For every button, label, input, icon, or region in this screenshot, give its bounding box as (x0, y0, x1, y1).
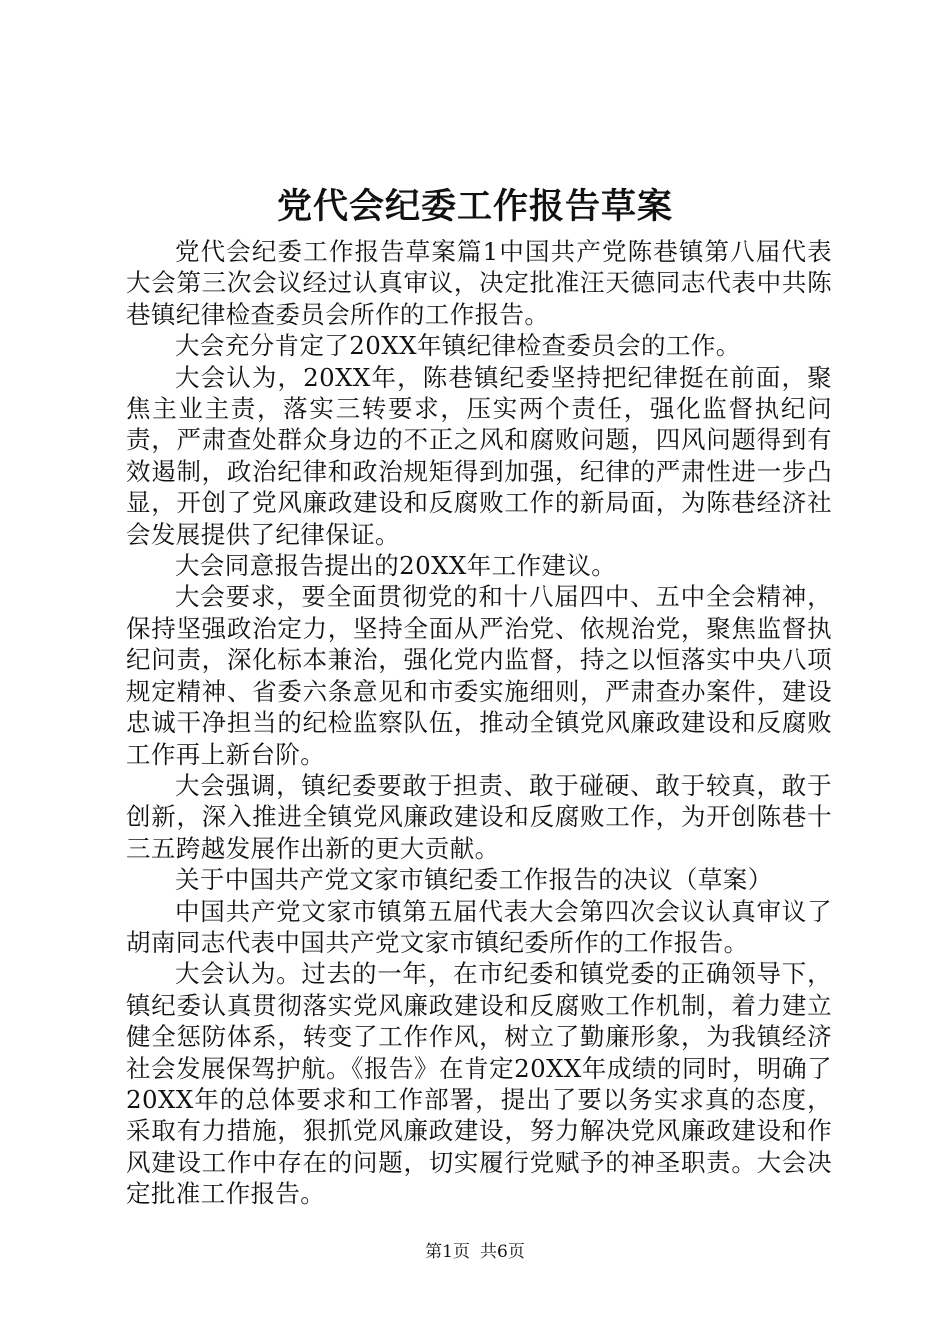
paragraph-5: 大会要求，要全面贯彻党的和十八届四中、五中全会精神，保持坚强政治定力，坚持全面从严治党、依规治党，聚焦监督执纪问责，深化标本兼治，强化党内监督，持之以恒落实中央八项规定精神、省委六条意见和市委实施细则，严肃查办案件，建设忠诚干净担当的纪检监察队伍，推动全镇党风廉政建设和反腐败工作再上新台阶。 (126, 582, 832, 769)
document-body (126, 236, 832, 1210)
paragraph-1: 党代会纪委工作报告草案篇1中国共产党陈巷镇第八届代表大会第三次会议经过认真审议，决定批准汪天德同志代表中共陈巷镇纪律检查委员会所作的工作报告。 (126, 237, 832, 329)
document-title: 党代会纪委工作报告草案 (276, 186, 673, 227)
page-number-current: 第1页 (425, 1242, 470, 1262)
paragraph-8: 中国共产党文家市镇第五届代表大会第四次会议认真审议了胡南同志代表中国共产党文家市镇纪委所作的工作报告。 (126, 896, 832, 957)
paragraph-9: 大会认为。过去的一年，在市纪委和镇党委的正确领导下，镇纪委认真贯彻落实党风廉政建设和反腐败工作机制，着力建立健全惩防体系，转变了工作作风，树立了勤廉形象，为我镇经济社会发展保驾护航。《报告》在肯定20XX年成绩的同时，明确了20XX年的总体要求和工作部署，提出了要以务实求真的态度，采取有力措施，狠抓党风廉政建设，努力解决党风廉政建设和作风建设工作中存在的问题，切实履行党赋予的神圣职责。大会决定批准工作报告。 (126, 959, 832, 1209)
paragraph-3: 大会认为，20XX年，陈巷镇纪委坚持把纪律挺在前面，聚焦主业主责，落实三转要求，压实两个责任，强化监督执纪问责，严肃查处群众身边的不正之风和腐败问题，四风问题得到有效遏制，政治纪律和政治规矩得到加强，纪律的严肃性进一步凸显，开创了党风廉政建设和反腐败工作的新局面，为陈巷经济社会发展提供了纪律保证。 (126, 362, 832, 549)
page-footer (0, 1240, 950, 1264)
paragraph-2: 大会充分肯定了20XX年镇纪律检查委员会的工作。 (175, 331, 741, 361)
paragraph-7: 关于中国共产党文家市镇纪委工作报告的决议（草案） (175, 865, 773, 895)
page-number-total: 共6页 (480, 1242, 525, 1262)
paragraph-4: 大会同意报告提出的20XX年工作建议。 (175, 551, 617, 581)
paragraph-6: 大会强调，镇纪委要敢于担责、敢于碰硬、敢于较真，敢于创新，深入推进全镇党风廉政建设和反腐败工作，为开创陈巷十三五跨越发展作出新的更大贡献。 (126, 770, 832, 863)
